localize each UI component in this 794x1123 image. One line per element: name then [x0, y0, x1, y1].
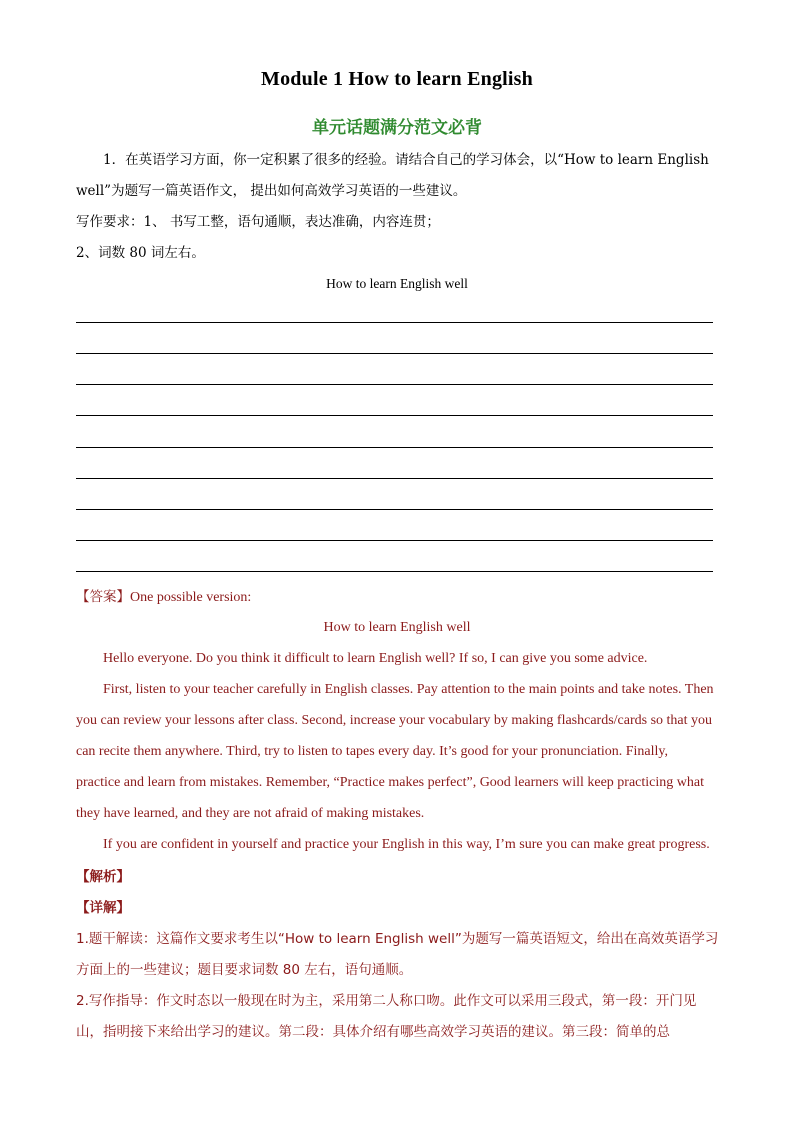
prompt-line-1: 1．在英语学习方面，你一定积累了很多的经验。请结合自己的学习体会，以“How to learn English	[103, 152, 709, 168]
answer-heading	[76, 587, 251, 608]
writing-line	[76, 571, 713, 572]
writing-line	[76, 540, 713, 541]
writing-line	[76, 353, 713, 354]
writing-line	[76, 322, 713, 323]
answer-intro: One possible version:	[130, 590, 252, 605]
writing-line	[76, 509, 713, 510]
answer-label: 【答案】	[76, 589, 130, 605]
prompt-line-2: well”为题写一篇英语作文， 提出如何高效学习英语的一些建议。	[76, 183, 467, 199]
analysis-label: 【解析】	[76, 869, 130, 885]
analysis-line: 山，指明接下来给出学习的建议。第二段：具体介绍有哪些高效学习英语的建议。第三段：简单的总	[76, 1024, 670, 1040]
answer-line: you can review your lessons after class. Second, increase your vocabulary by making flashcards/cards so that you	[76, 713, 713, 728]
answer-line: practice and learn from mistakes. Remember, “Practice makes perfect”, Good learners will keep practicing what	[76, 775, 704, 790]
writing-line	[76, 415, 713, 416]
analysis-line: 2.写作指导：作文时态以一般现在时为主，采用第二人称口吻。此作文可以采用三段式，第一段：开门见	[76, 993, 697, 1009]
writing-line	[76, 384, 713, 385]
requirement-2: 2、词数 80 词左右。	[76, 245, 205, 261]
essay-title: How to learn English well	[326, 276, 468, 291]
detail-label: 【详解】	[76, 900, 130, 916]
writing-line	[76, 447, 713, 448]
answer-line: they have learned, and they are not afraid of making mistakes.	[76, 806, 425, 821]
page-title: Module 1 How to learn English	[261, 68, 533, 90]
answer-line: First, listen to your teacher carefully in English classes. Pay attention to the main points and take notes. Then	[103, 682, 714, 697]
answer-title: How to learn English well	[323, 620, 471, 635]
requirement-1: 写作要求：1、 书写工整，语句通顺，表达准确，内容连贯；	[76, 214, 440, 230]
answer-paragraph-3: If you are confident in yourself and practice your English in this way, I’m sure you can make great progress.	[103, 837, 710, 852]
page-subtitle: 单元话题满分范文必背	[312, 118, 482, 138]
analysis-line: 方面上的一些建议；题目要求词数 80 左右，语句通顺。	[76, 962, 413, 978]
writing-line	[76, 478, 713, 479]
answer-line: can recite them anywhere. Third, try to listen to tapes every day. It’s good for your pronunciation. Finally,	[76, 744, 668, 759]
answer-paragraph-1: Hello everyone. Do you think it difficult to learn English well? If so, I can give you some advice.	[103, 651, 648, 666]
analysis-line: 1.题干解读：这篇作文要求考生以“How to learn English well”为题写一篇英语短文，给出在高效英语学习	[76, 931, 719, 947]
